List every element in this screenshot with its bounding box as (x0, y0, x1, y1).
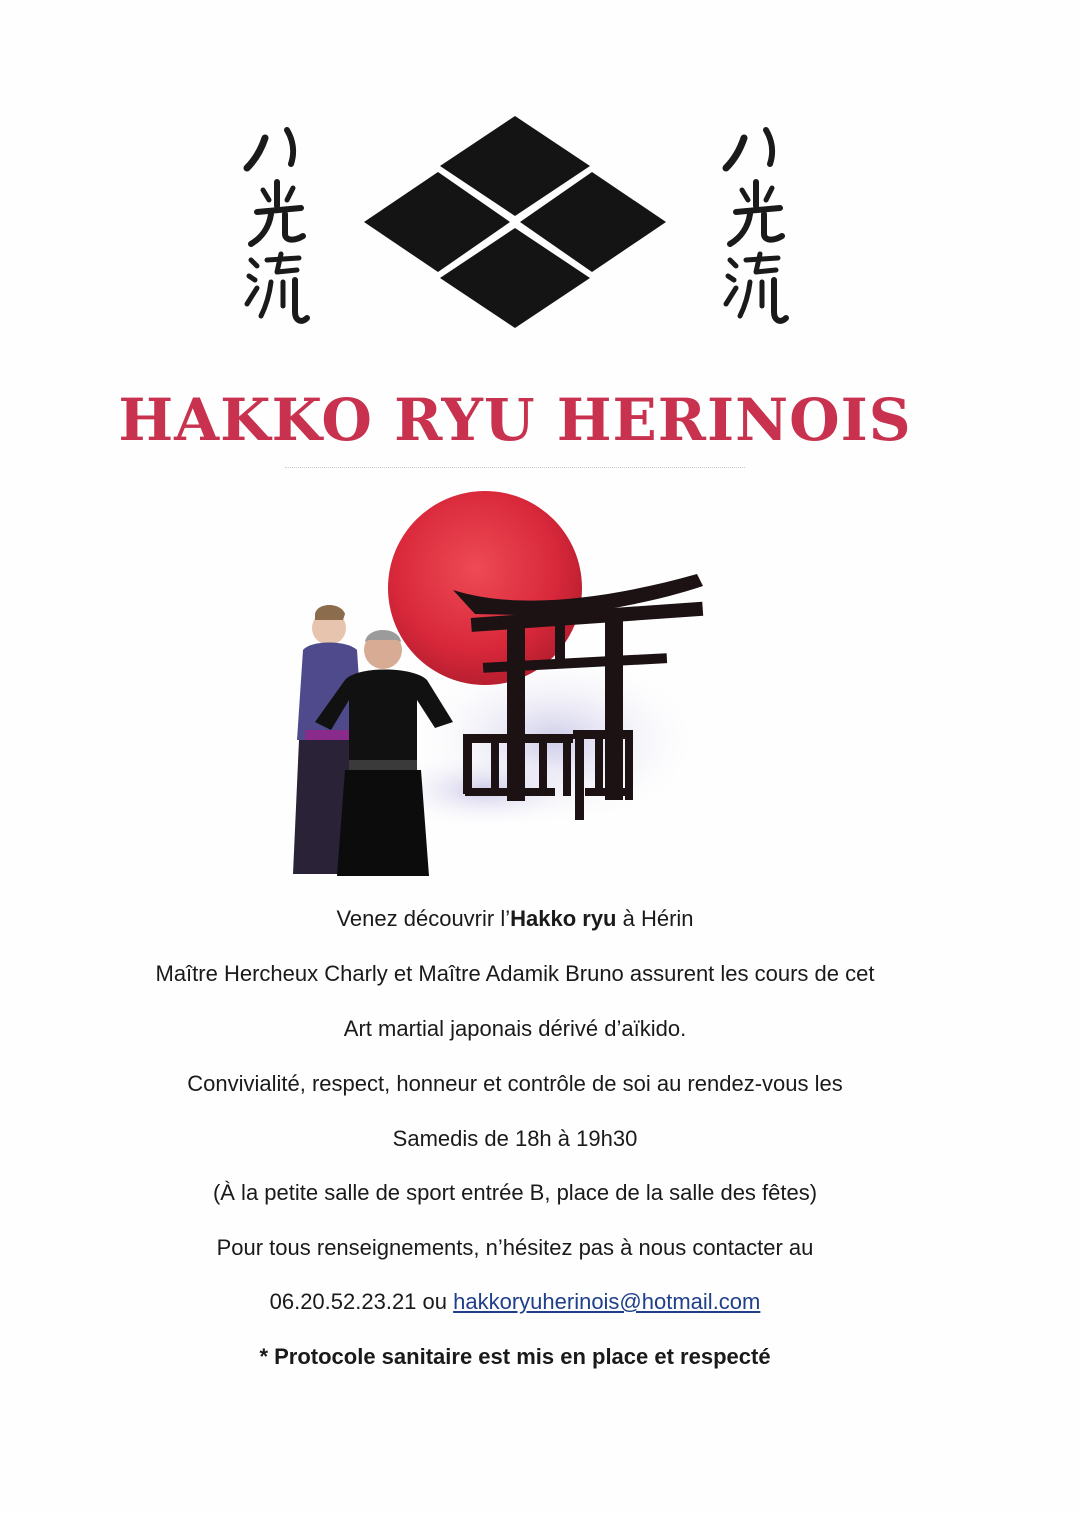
intro-line: Venez découvrir l’Hakko ryu à Hérin (336, 906, 694, 931)
hakko-ryu-kanji-icon (243, 120, 313, 330)
email-link[interactable]: hakkoryuherinois@hotmail.com (453, 1289, 761, 1314)
martial-art-line: Art martial japonais dérivé d’aïkido. (343, 1016, 687, 1041)
title-divider (285, 467, 745, 468)
instructors-line: Maître Hercheux Charly et Maître Adamik Bruno assurent les cours de cet (155, 961, 875, 986)
phone-number: 06.20.52.23.21 (269, 1289, 417, 1314)
values-line: Convivialité, respect, honneur et contrôle de soi au rendez-vous les (187, 1071, 843, 1096)
hakko-ryu-kanji-icon (722, 120, 792, 330)
torii-gate-red-sun-with-two-instructors-icon (285, 490, 715, 880)
health-protocol-note: * Protocole sanitaire est mis en place et respecté (259, 1344, 771, 1369)
contact-intro-line: Pour tous renseignements, n’hésitez pas à nous contacter au (216, 1235, 814, 1260)
four-diamond-crest-icon (360, 112, 670, 332)
contact-line: 06.20.52.23.21 ou hakkoryuherinois@hotmail.com (269, 1289, 761, 1314)
page-title: HAKKO RYU HERINOIS (118, 386, 912, 454)
location-line: (À la petite salle de sport entrée B, place de la salle des fêtes) (212, 1180, 818, 1205)
schedule-line: Samedis de 18h à 19h30 (392, 1126, 638, 1151)
